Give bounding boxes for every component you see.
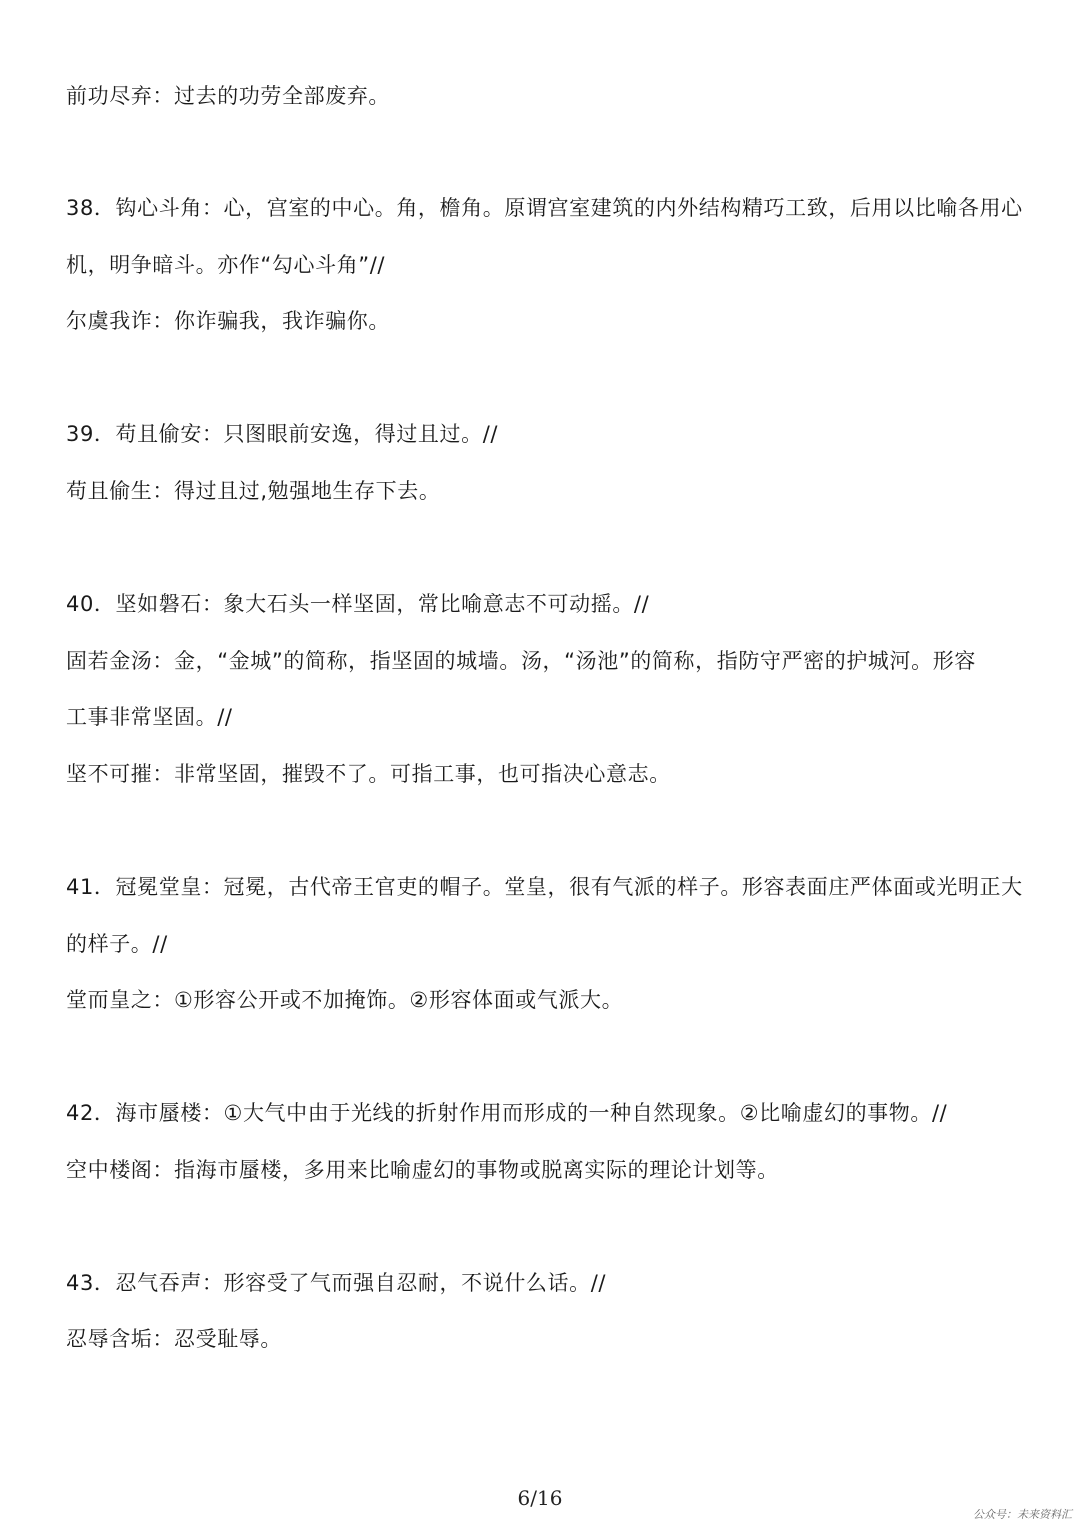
text-line: 42．海市蜃楼：①大气中由于光线的折射作用而形成的一种自然现象。②比喻虚幻的事物。// xyxy=(66,1101,948,1125)
text-line: 堂而皇之：①形容公开或不加掩饰。②形容体面或气派大。 xyxy=(66,988,624,1012)
text-line: 坚不可摧：非常坚固，摧毁不了。可指工事，也可指决心意志。 xyxy=(66,762,671,786)
text-line: 工事非常坚固。// xyxy=(66,705,233,729)
text-line: 40．坚如磐石：象大石头一样坚固，常比喻意志不可动摇。// xyxy=(66,592,650,616)
text-line: 固若金汤：金，“金城”的简称，指坚固的城墙。汤，“汤池”的简称，指防守严密的护城河。形容 xyxy=(66,649,976,673)
text-line: 空中楼阁：指海市蜃楼，多用来比喻虚幻的事物或脱离实际的理论计划等。 xyxy=(66,1158,779,1182)
text-line: 38．钩心斗角：心，宫室的中心。角，檐角。原谓宫室建筑的内外结构精巧工致，后用以比喻各用心 xyxy=(66,196,1023,220)
text-line: 39．苟且偷安：只图眼前安逸，得过且过。// xyxy=(66,422,499,446)
text-line: 前功尽弃：过去的功劳全部废弃。 xyxy=(66,84,390,108)
text-line: 苟且偷生：得过且过,勉强地生存下去。 xyxy=(66,479,441,503)
text-line: 尔虞我诈：你诈骗我，我诈骗你。 xyxy=(66,309,390,333)
text-line: 的样子。// xyxy=(66,932,168,956)
text-line: 41．冠冕堂皇：冠冕，古代帝王官吏的帽子。堂皇，很有气派的样子。形容表面庄严体面或光明正大 xyxy=(66,875,1023,899)
text-line: 43．忍气吞声：形容受了气而强自忍耐，不说什么话。// xyxy=(66,1271,607,1295)
text-line: 机，明争暗斗。亦作“勾心斗角”// xyxy=(66,253,386,277)
watermark: 公众号：未来资料汇 xyxy=(973,1508,1072,1521)
text-line: 忍辱含垢：忍受耻辱。 xyxy=(66,1327,282,1351)
page-number: 6/16 xyxy=(517,1486,563,1510)
